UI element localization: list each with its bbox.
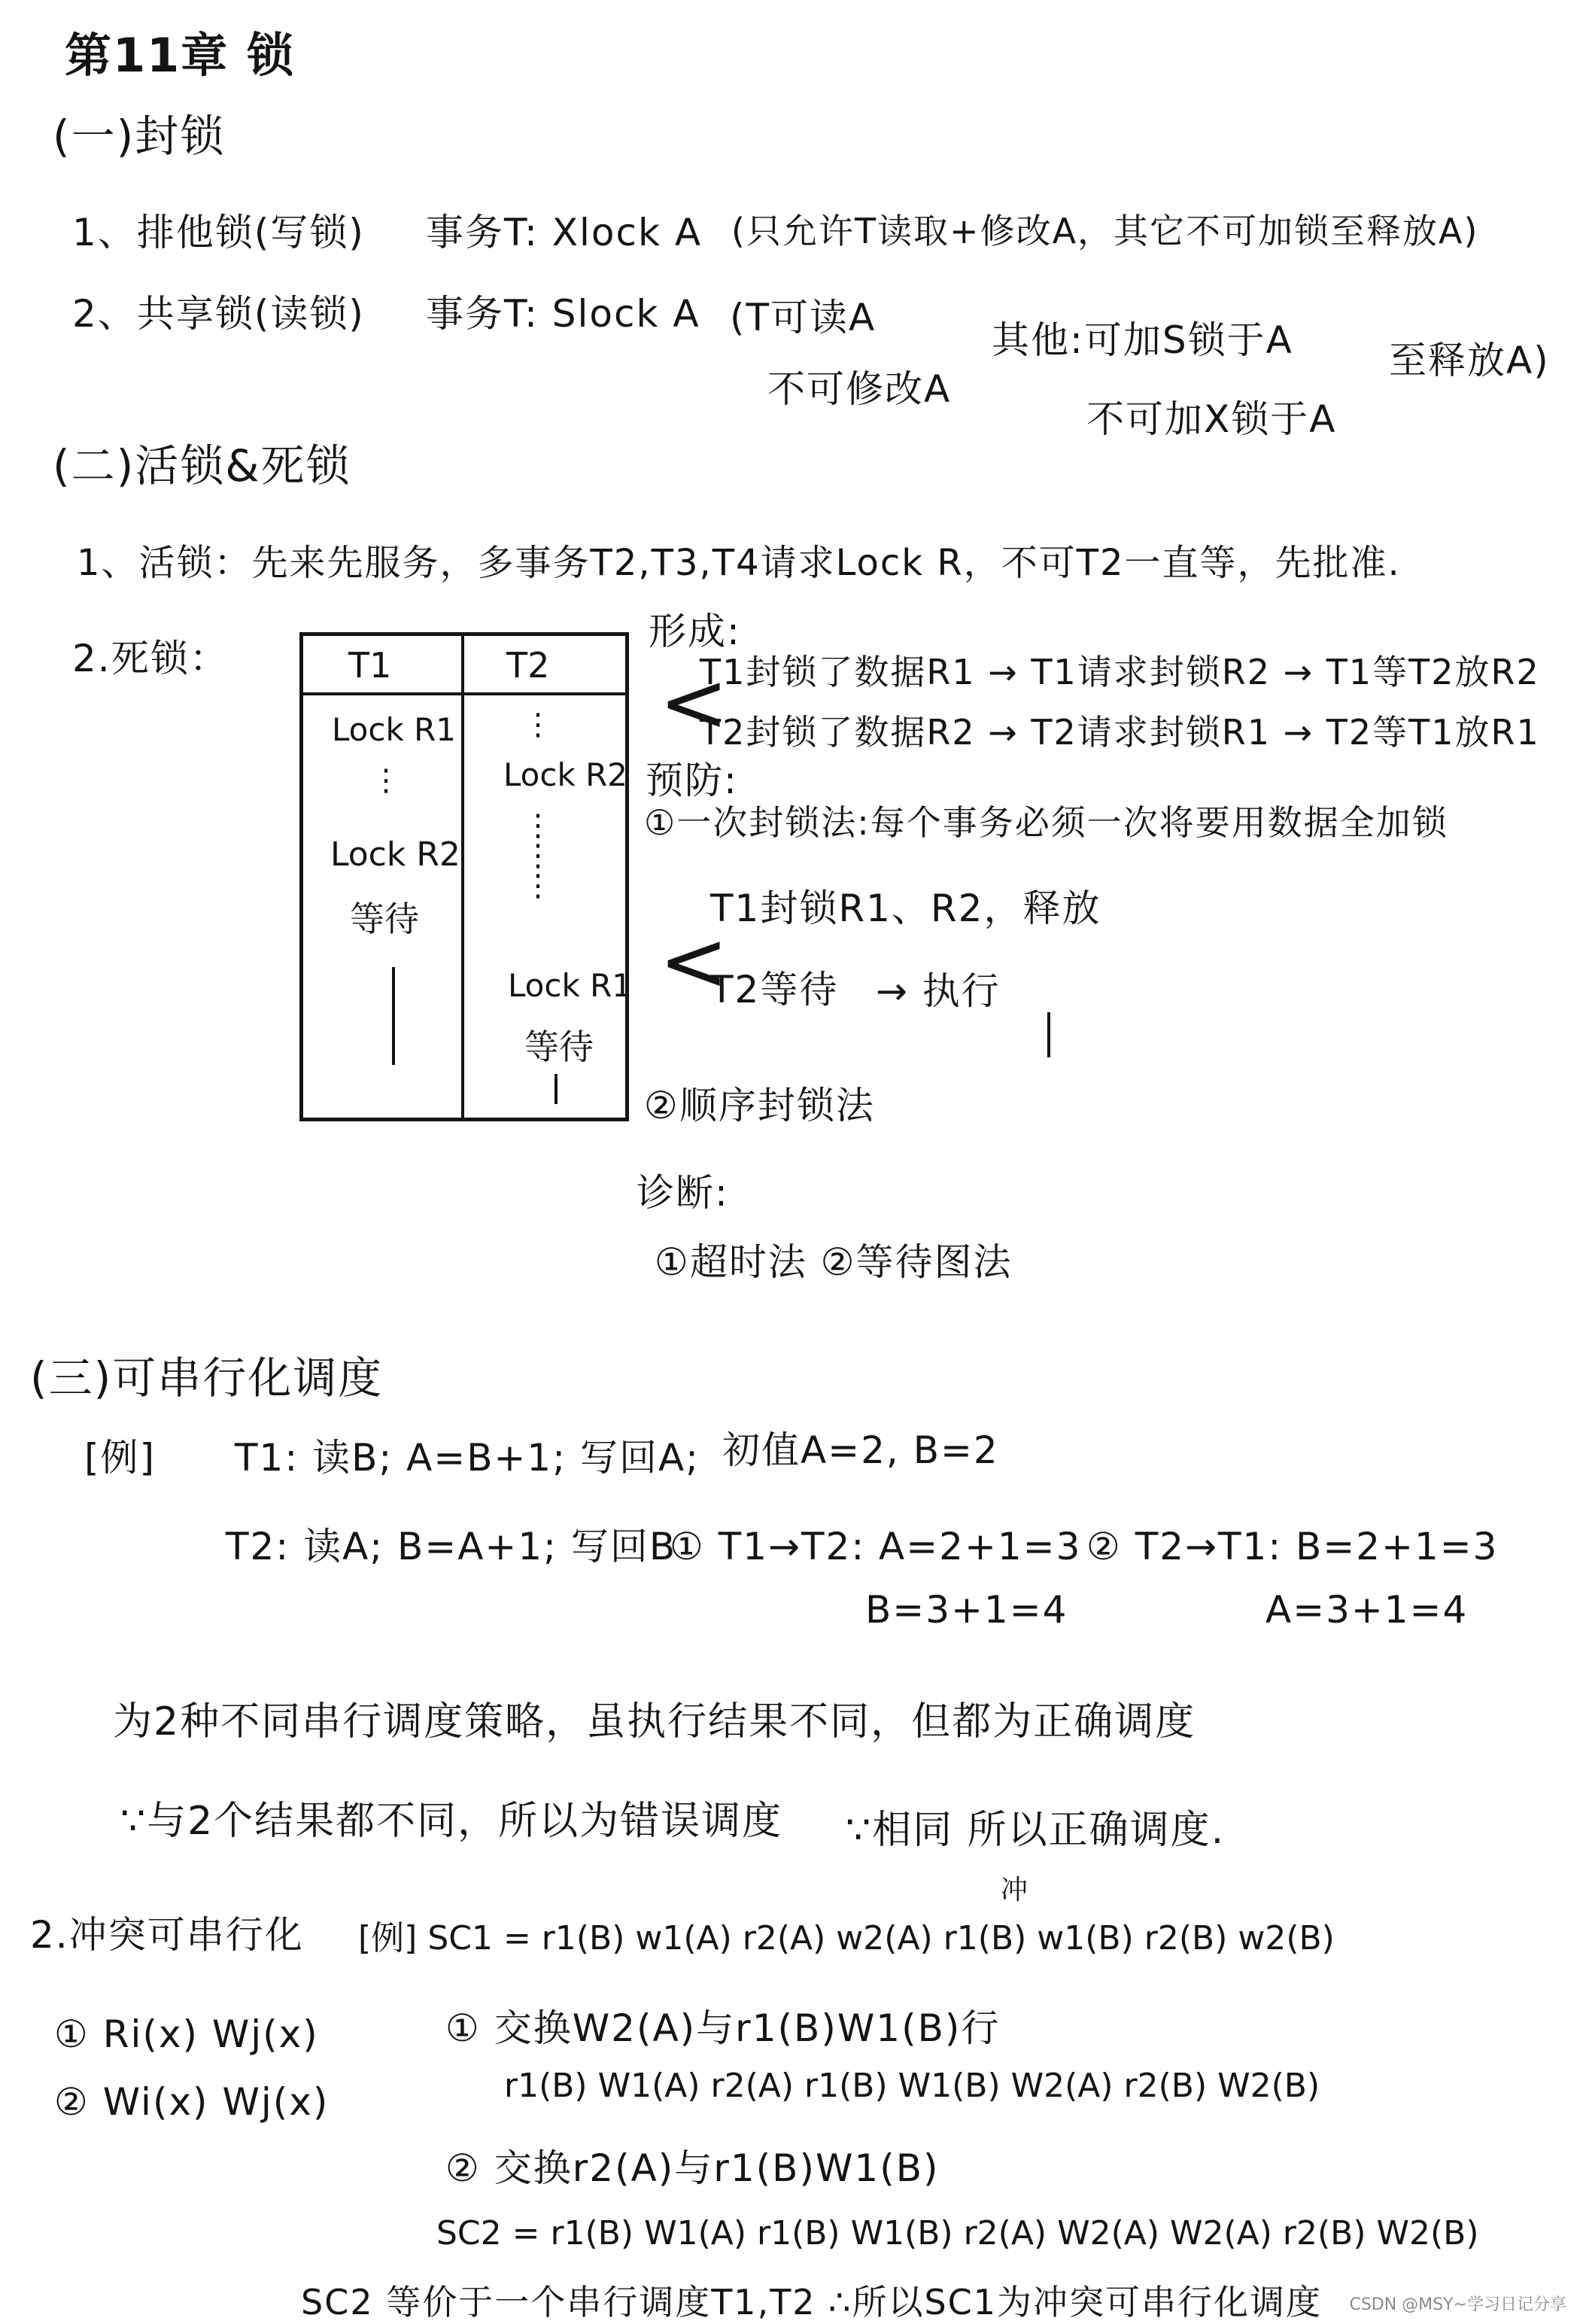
final-conclusion: SC2 等价于一个串行调度T1,T2 ∴所以SC1为冲突可串行化调度 <box>301 2282 1323 2322</box>
conflict-rule-2: ② Wi(x) Wj(x) <box>54 2080 330 2124</box>
order-t1-t2: ① T1→T2: A=2+1=3 <box>670 1525 1082 1568</box>
prevention-brace: < <box>659 913 729 1009</box>
deadlock-label: 2.死锁： <box>72 637 229 680</box>
prevention-method-1: ①一次封锁法:每个事务必须一次将要用数据全加锁 <box>644 802 1448 843</box>
conclusion-3: ∵相同 所以正确调度. <box>846 1808 1226 1853</box>
slock-release: 至释放A) <box>1389 339 1550 382</box>
conflict-rule-1: ① Ri(x) Wj(x) <box>54 2012 319 2056</box>
diagnosis-label: 诊断: <box>637 1171 729 1215</box>
swap-step-1: ① 交换W2(A)与r1(B)W1(B)行 <box>445 2006 1001 2050</box>
prevention-label: 预防: <box>646 759 738 802</box>
t1-wait: 等待 <box>350 899 419 939</box>
xlock-transaction: 事务T: Xlock A <box>426 211 703 254</box>
formation-brace: < <box>659 654 729 750</box>
table-divider <box>461 636 464 1118</box>
xlock-label: 1、排他锁(写锁) <box>72 211 365 254</box>
slock-transaction: 事务T: Slock A <box>426 292 700 336</box>
t2-ops: T2: 读A; B=A+1; 写回B <box>226 1525 677 1568</box>
t1-wait-bar <box>392 967 395 1065</box>
prevention-execute: → 执行 <box>876 969 1001 1013</box>
footer-watermark: CSDN @MSY~学习日记分享 <box>1349 2295 1566 2314</box>
section-1-heading: (一)封锁 <box>53 111 226 162</box>
t2-wait: 等待 <box>524 1027 594 1067</box>
order-t2-t1: ② T2→T1: B=2+1=3 <box>1086 1525 1499 1568</box>
order-t1-t2-b: B=3+1=4 <box>865 1588 1068 1632</box>
order-t2-t1-a: A=3+1=4 <box>1265 1588 1469 1632</box>
prevention-method-2: ②顺序封锁法 <box>644 1084 875 1127</box>
slock-label: 2、共享锁(读锁) <box>72 292 365 336</box>
conflict-mark: 冲 <box>1001 1875 1030 1906</box>
t2-wait-bar <box>554 1074 558 1104</box>
swap-step-2: ② 交换r2(A)与r1(B)W1(B) <box>445 2146 940 2190</box>
t1-lock-r2: Lock R2 <box>330 835 460 874</box>
table-header-t2: T2 <box>506 645 550 686</box>
conclusion-2: ∵与2个结果都不同，所以为错误调度 <box>120 1799 783 1844</box>
t2-dots-mid: ⋮ ⋮ ⋮ <box>523 808 553 903</box>
conclusion-1: 为2种不同串行调度策略，虽执行结果不同，但都为正确调度 <box>113 1699 1196 1745</box>
formation-line-1: T1封锁了数据R1 → T1请求封锁R2 → T1等T2放R2 <box>700 652 1540 692</box>
initial-values: 初值A=2, B=2 <box>722 1428 999 1472</box>
slock-other-x: 不可加X锁于A <box>1086 397 1337 441</box>
section-2-heading: (二)活锁&死锁 <box>53 440 351 491</box>
table-header-t1: T1 <box>348 645 392 686</box>
t1-lock-r1: Lock R1 <box>332 711 457 748</box>
slock-note-nomodify: 不可修改A <box>767 367 952 411</box>
prevention-t1: T1封锁R1、R2，释放 <box>710 887 1101 930</box>
sc2-schedule: SC2 = r1(B) W1(A) r1(B) W1(B) r2(A) W2(A) W2(A) r2(B) W2(B) <box>436 2214 1479 2253</box>
table-header-rule <box>303 692 625 695</box>
formation-label: 形成: <box>649 610 741 653</box>
t1-ops: T1: 读B; A=B+1; 写回A; <box>235 1436 700 1480</box>
xlock-note: (只允许T读取+修改A，其它不可加锁至释放A) <box>731 211 1479 251</box>
conflict-heading: 2.冲突可串行化 <box>30 1913 304 1957</box>
livelock-line: 1、活锁：先来先服务，多事务T2,T3,T4请求Lock R，不可T2一直等，先批准. <box>77 542 1401 584</box>
t1-dots: ⋮ <box>371 763 401 798</box>
diagnosis-methods: ①超时法 ②等待图法 <box>655 1240 1013 1284</box>
t2-lock-r2: Lock R2 <box>503 756 628 793</box>
chapter-title: 第11章 锁 <box>65 28 295 83</box>
section-3-heading: (三)可串行化调度 <box>30 1352 384 1404</box>
prevention-bar <box>1047 1012 1050 1057</box>
t2-dots-top: ⋮ <box>523 707 553 742</box>
formation-line-2: T2封锁了数据R2 → T2请求封锁R1 → T2等T1放R1 <box>700 712 1540 753</box>
swap-step-1-result: r1(B) W1(A) r2(A) r1(B) W1(B) W2(A) r2(B) W2(B) <box>504 2067 1320 2105</box>
slock-note-read: (T可读A <box>730 296 877 339</box>
example-label: [例] <box>84 1436 156 1480</box>
deadlock-table <box>299 632 633 1121</box>
t2-lock-r1: Lock R1 <box>508 967 633 1004</box>
prevention-t2: T2等待 <box>710 968 839 1011</box>
conflict-example: [例] SC1 = r1(B) w1(A) r2(A) w2(A) r1(B) w1(B) r2(B) w2(B) <box>358 1919 1335 1957</box>
slock-other-s: 其他:可加S锁于A <box>992 318 1293 362</box>
